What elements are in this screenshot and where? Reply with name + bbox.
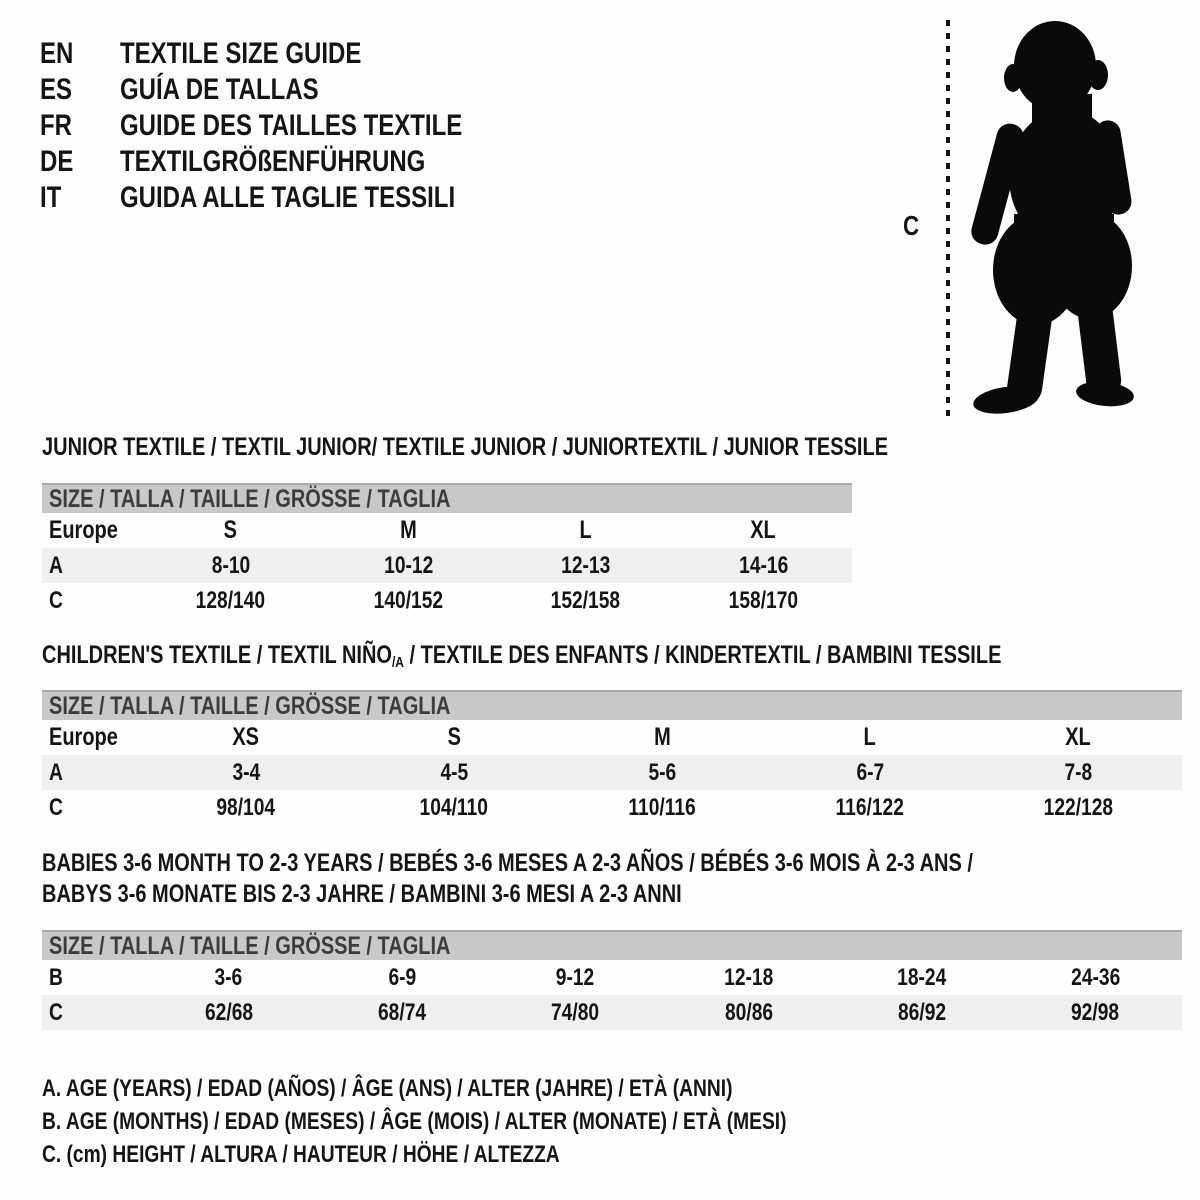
- table-cell: L: [579, 516, 592, 544]
- size-header-bar: SIZE / TALLA / TAILLE / GRÖSSE / TAGLIA: [42, 930, 1182, 960]
- table-cell: 12-13: [561, 551, 611, 579]
- size-header-bar: SIZE / TALLA / TAILLE / GRÖSSE / TAGLIA: [42, 483, 852, 513]
- table-row: [42, 790, 1182, 825]
- table-cell: 116/122: [835, 793, 905, 821]
- row-label: B: [49, 963, 63, 991]
- language-code: DE: [40, 145, 74, 178]
- table-row: [42, 995, 1182, 1030]
- table-cell: M: [653, 723, 671, 751]
- table-cell: 128/140: [196, 586, 266, 614]
- row-label: C: [49, 586, 63, 614]
- junior-table-rows: [42, 513, 852, 618]
- table-cell: 10-12: [383, 551, 433, 579]
- junior-section-title: JUNIOR TEXTILE / TEXTIL JUNIOR/ TEXTILE JUNIOR / JUNIORTEXTIL / JUNIOR TESSILE: [42, 433, 889, 461]
- measurement-legend: [42, 1072, 973, 1171]
- table-cell: 152/158: [551, 586, 621, 614]
- table-cell: 6-9: [388, 963, 416, 991]
- language-row-fr: [40, 108, 548, 144]
- table-cell: S: [224, 516, 238, 544]
- table-cell: XS: [232, 723, 260, 751]
- table-cell: 12-18: [724, 963, 774, 991]
- table-cell: 5-6: [648, 758, 676, 786]
- table-row: [42, 720, 1182, 755]
- table-cell: 68/74: [377, 998, 427, 1026]
- language-row-en: [40, 36, 548, 72]
- table-cell: 110/116: [628, 793, 696, 821]
- nino-a-subscript: /A: [391, 654, 404, 671]
- language-code: IT: [40, 181, 62, 214]
- language-header: [40, 36, 548, 216]
- table-cell: 104/110: [419, 793, 489, 821]
- guide-title-de: TEXTILGRÖßENFÜHRUNG: [120, 145, 426, 178]
- row-label: Europe: [49, 723, 118, 751]
- children-table-rows: [42, 720, 1182, 825]
- table-cell: 9-12: [556, 963, 595, 991]
- guide-title-es: GUÍA DE TALLAS: [120, 73, 319, 106]
- table-row: [42, 755, 1182, 790]
- babies-section-title: BABIES 3-6 MONTH TO 2-3 YEARS / BEBÉS 3-6 MESES A 2-3 AÑOS / BÉBÉS 3-6 MOIS À 2-3 ANS / BABYS 3-6 MONATE BIS 2-3 JAHRE / BAMBINI 3-6 MESI A 2-3 ANNI: [42, 849, 973, 908]
- table-cell: 98/104: [216, 793, 276, 821]
- table-cell: 3-6: [214, 963, 243, 991]
- table-cell: S: [447, 723, 461, 751]
- legend-line-b: B. AGE (MONTHS) / EDAD (MESES) / ÂGE (MOIS) / ALTER (MONATE) / ETÀ (MESI): [42, 1108, 787, 1135]
- legend-line-a: A. AGE (YEARS) / EDAD (AÑOS) / ÂGE (ANS) / ALTER (JAHRE) / ETÀ (ANNI): [42, 1075, 733, 1102]
- table-row: [42, 960, 1182, 995]
- table-cell: M: [399, 516, 417, 544]
- size-header-bar: SIZE / TALLA / TAILLE / GRÖSSE / TAGLIA: [42, 690, 1182, 720]
- table-cell: 122/128: [1043, 793, 1113, 821]
- babies-size-table: [42, 930, 1182, 1030]
- row-label: A: [49, 551, 63, 579]
- guide-title-en: TEXTILE SIZE GUIDE: [120, 37, 362, 70]
- table-cell: 7-8: [1064, 758, 1092, 786]
- table-cell: 80/86: [724, 998, 773, 1026]
- guide-title-fr: GUIDE DES TAILLES TEXTILE: [120, 109, 463, 142]
- table-cell: 3-4: [232, 758, 260, 786]
- language-row-es: [40, 72, 548, 108]
- table-cell: 86/92: [897, 998, 947, 1026]
- table-row: [42, 548, 852, 583]
- table-cell: XL: [750, 516, 777, 544]
- table-cell: 140/152: [373, 586, 443, 614]
- table-cell: 74/80: [551, 998, 600, 1026]
- language-row-de: [40, 144, 548, 180]
- row-label: C: [49, 998, 63, 1026]
- junior-size-table: [42, 483, 852, 618]
- language-code: ES: [40, 73, 73, 106]
- row-label: Europe: [49, 516, 118, 544]
- language-code: EN: [40, 37, 74, 70]
- table-cell: 4-5: [440, 758, 468, 786]
- children-section-title: CHILDREN'S TEXTILE / TEXTIL $NIÑO_{/A}$ / TEXTILE DES ENFANTS / KINDERTEXTIL / BAMBINI TESSILE: [42, 641, 1002, 671]
- language-code: FR: [40, 109, 72, 142]
- row-label: C: [49, 793, 63, 821]
- guide-title-it: GUIDA ALLE TAGLIE TESSILI: [120, 181, 456, 214]
- table-cell: 8-10: [211, 551, 250, 579]
- legend-line-c: C. (cm) HEIGHT / ALTURA / HAUTEUR / HÖHE / ALTEZZA: [42, 1141, 560, 1168]
- table-cell: 24-36: [1070, 963, 1120, 991]
- row-label: A: [49, 758, 63, 786]
- table-cell: 6-7: [856, 758, 884, 786]
- height-measure-label: C: [903, 210, 920, 241]
- table-cell: 14-16: [738, 551, 788, 579]
- table-cell: 92/98: [1071, 998, 1120, 1026]
- table-cell: 158/170: [728, 586, 798, 614]
- children-size-table: [42, 690, 1182, 825]
- language-row-it: [40, 180, 548, 216]
- table-cell: 18-24: [897, 963, 947, 991]
- height-measure-dashed-line: [946, 20, 950, 416]
- table-row: [42, 583, 852, 618]
- table-cell: 62/68: [204, 998, 253, 1026]
- table-row: [42, 513, 852, 548]
- babies-table-rows: [42, 960, 1182, 1030]
- toddler-silhouette-icon: [962, 14, 1168, 418]
- table-cell: L: [863, 723, 877, 751]
- table-cell: XL: [1065, 723, 1091, 751]
